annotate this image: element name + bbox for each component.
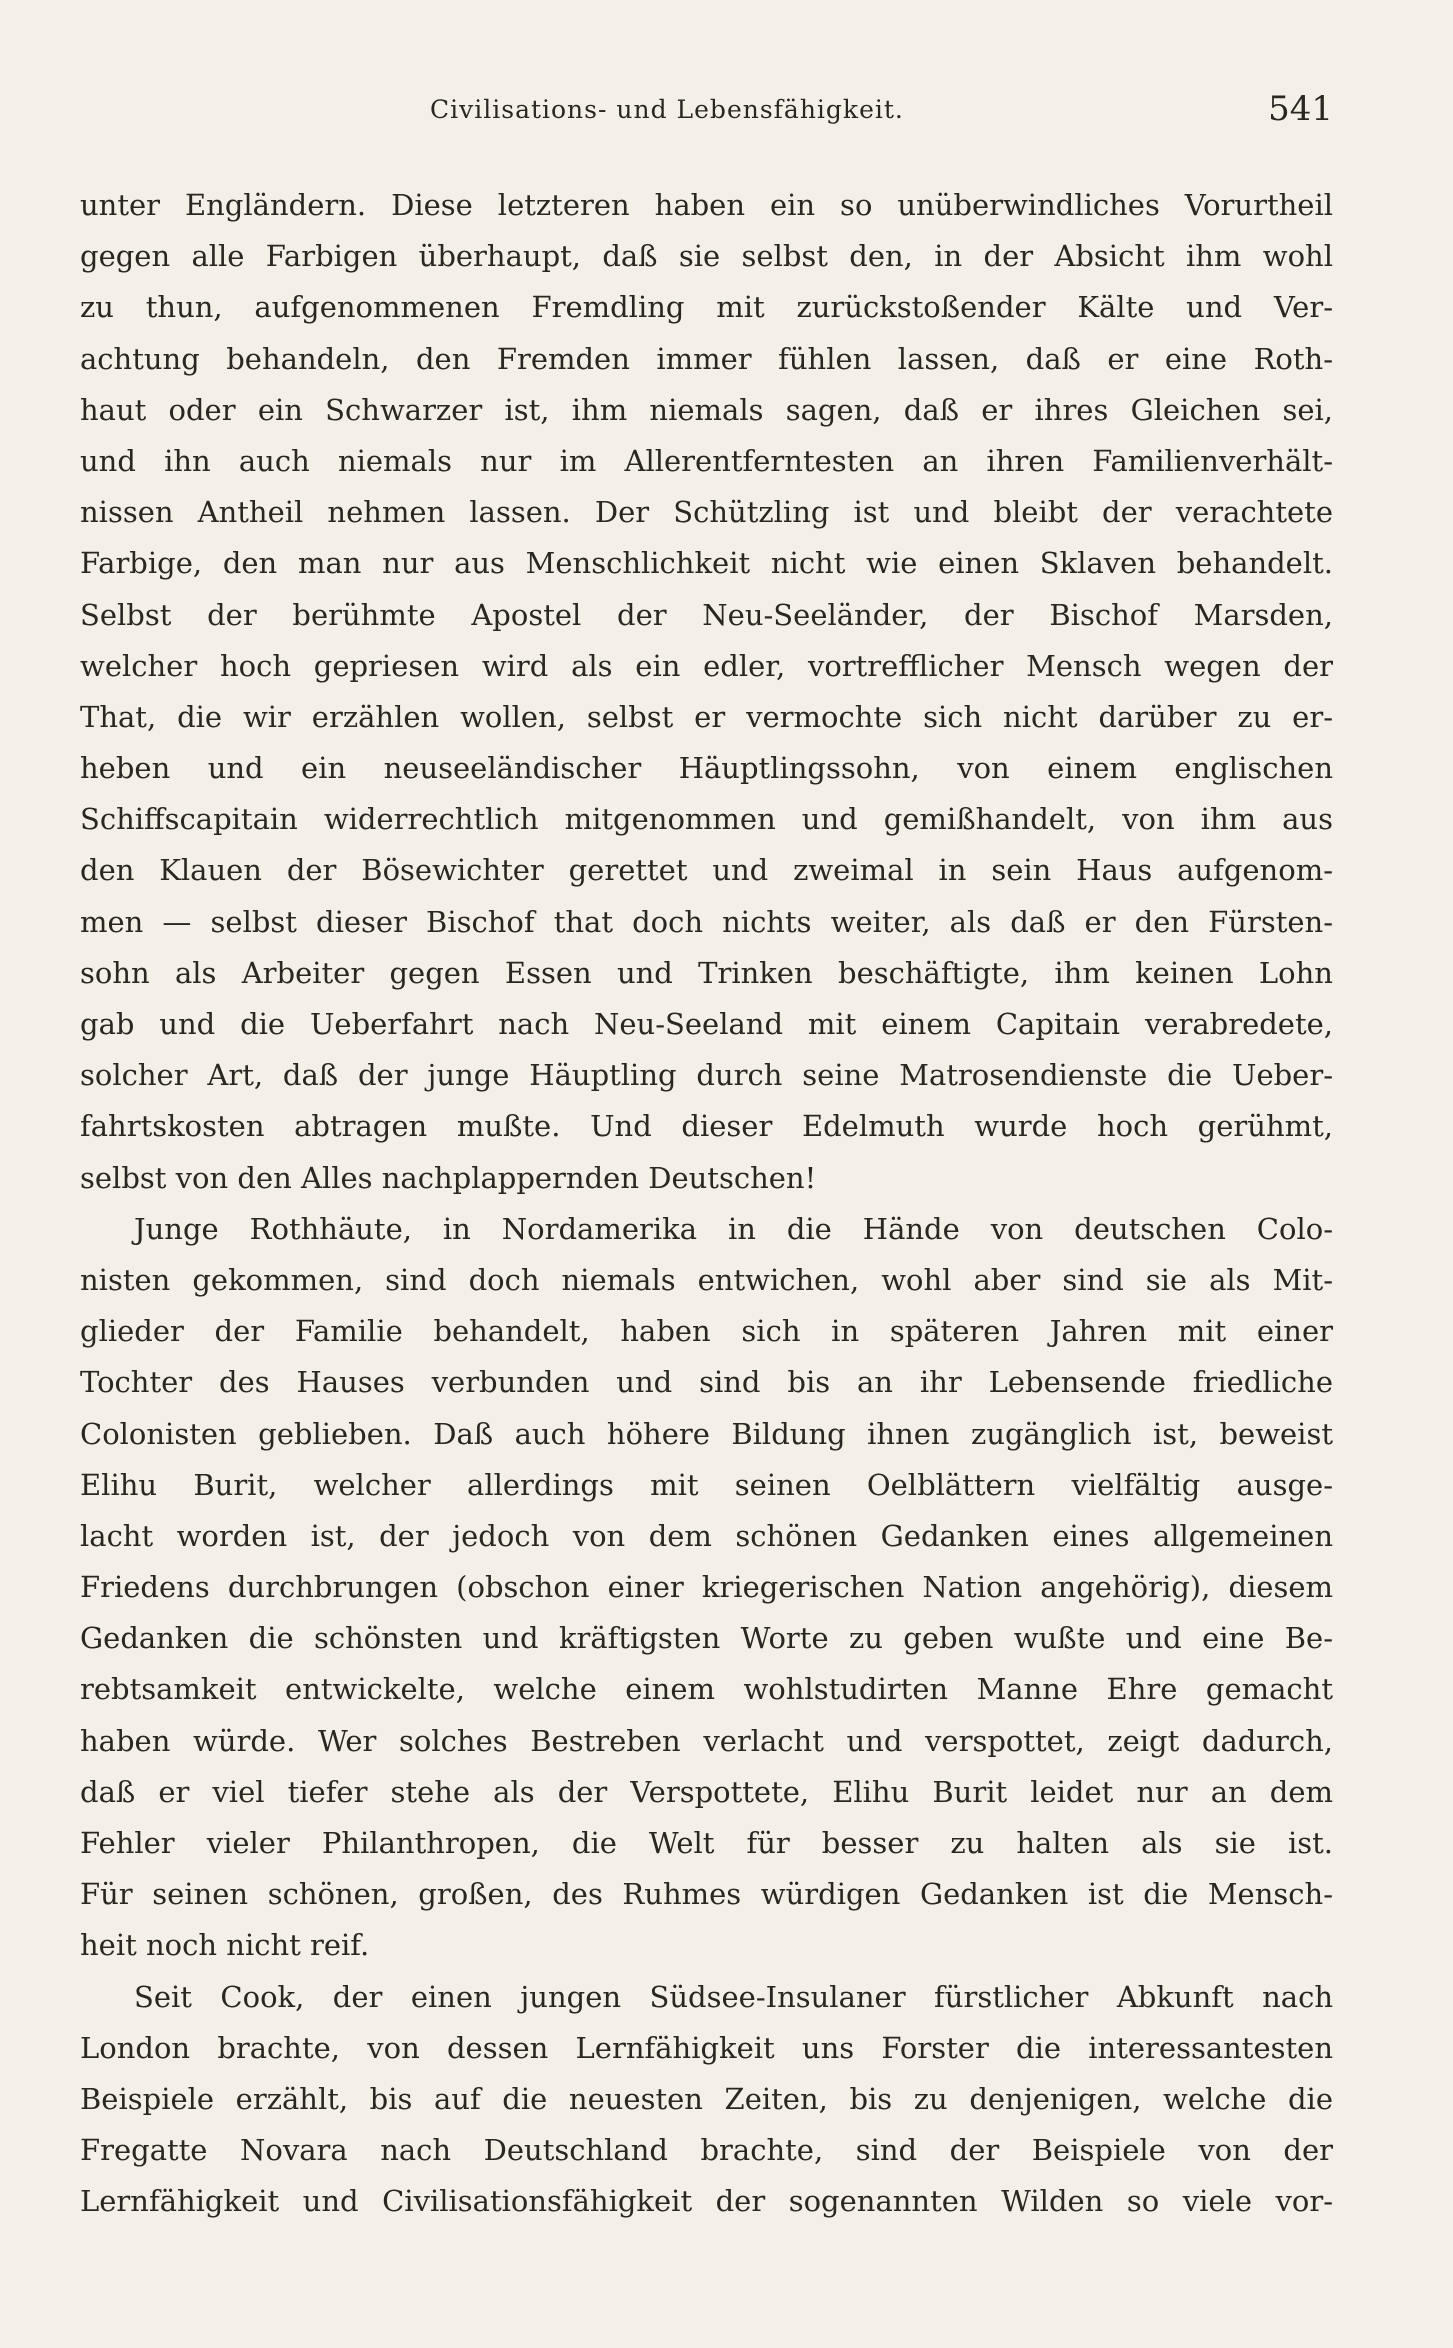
paragraph-3 <box>80 1972 1333 2228</box>
text-line: fahrtskosten abtragen mußte. Und dieser Edelmuth wurde hoch gerühmt, <box>80 1109 1333 1144</box>
page-number: 541 <box>1268 89 1333 129</box>
text-line: Colonisten geblieben. Daß auch höhere Bildung ihnen zugänglich ist, beweist <box>80 1416 1333 1451</box>
text-line: den Klauen der Bösewichter gerettet und zweimal in sein Haus aufgenom- <box>80 853 1333 888</box>
text-line: haut oder ein Schwarzer ist, ihm niemals sagen, daß er ihres Gleichen sei, <box>80 392 1333 427</box>
text-line: nisten gekommen, sind doch niemals entwichen, wohl aber sind sie als Mit- <box>80 1262 1333 1297</box>
text-line: Tochter des Hauses verbunden und sind bis an ihr Lebensende friedliche <box>80 1365 1333 1400</box>
text-line: gegen alle Farbigen überhaupt, daß sie selbst den, in der Absicht ihm wohl <box>80 239 1333 274</box>
text-line: men — selbst dieser Bischof that doch nichts weiter, als daß er den Fürsten- <box>80 904 1333 939</box>
text-line: Seit Cook, der einen jungen Südsee-Insulaner fürstlicher Abkunft nach <box>134 1979 1333 2014</box>
text-line: solcher Art, daß der junge Häuptling durch seine Matrosendienste die Ueber- <box>80 1058 1333 1093</box>
text-line: London brachte, von dessen Lernfähigkeit uns Forster die interessantesten <box>80 2030 1333 2065</box>
text-line: selbst von den Alles nachplappernden Deutschen! <box>80 1160 817 1195</box>
running-title: Civilisations- und Lebensfähigkeit. <box>430 95 904 124</box>
text-line: Fehler vieler Philanthropen, die Welt für besser zu halten als sie ist. <box>80 1826 1333 1860</box>
text-line: Fregatte Novara nach Deutschland brachte, sind der Beispiele von der <box>80 2133 1333 2168</box>
text-line: rebtsamkeit entwickelte, welche einem wohlstudirten Manne Ehre gemacht <box>80 1672 1333 1707</box>
text-line: Selbst der berühmte Apostel der Neu-Seeländer, der Bischof Marsden, <box>80 597 1333 632</box>
text-line: welcher hoch gepriesen wird als ein edler, vortrefflicher Mensch wegen der <box>80 648 1333 683</box>
text-line: Für seinen schönen, großen, des Ruhmes würdigen Gedanken ist die Mensch- <box>80 1877 1333 1912</box>
text-line: Gedanken die schönsten und kräftigsten Worte zu geben wußte und eine Be- <box>80 1621 1333 1656</box>
body-text <box>80 180 1333 2228</box>
paragraph-1 <box>80 180 1333 1204</box>
text-line: nissen Antheil nehmen lassen. Der Schützling ist und bleibt der verachtete <box>80 495 1333 530</box>
text-line: Farbige, den man nur aus Menschlichkeit nicht wie einen Sklaven behandelt. <box>80 546 1333 581</box>
text-line: lacht worden ist, der jedoch von dem schönen Gedanken eines allgemeinen <box>80 1518 1333 1553</box>
text-line: Lernfähigkeit und Civilisationsfähigkeit der sogenannten Wilden so viele vor- <box>80 2184 1333 2219</box>
text-line: Elihu Burit, welcher allerdings mit seinen Oelblättern vielfältig ausge- <box>80 1467 1333 1502</box>
text-line: sohn als Arbeiter gegen Essen und Trinken beschäftigte, ihm keinen Lohn <box>80 955 1333 990</box>
text-line: daß er viel tiefer stehe als der Verspottete, Elihu Burit leidet nur an dem <box>80 1774 1333 1809</box>
text-line: heit noch nicht reif. <box>80 1928 370 1963</box>
text-line: achtung behandeln, den Fremden immer fühlen lassen, daß er eine Roth- <box>80 341 1333 376</box>
page-header <box>80 89 1333 135</box>
text-line: Friedens durchbrungen (obschon einer kriegerischen Nation angehörig), diesem <box>80 1570 1333 1605</box>
text-line: und ihn auch niemals nur im Allerentferntesten an ihren Familienverhält- <box>80 443 1333 478</box>
text-line: unter Engländern. Diese letzteren haben ein so unüberwindliches Vorurtheil <box>80 188 1333 222</box>
paragraph-2 <box>80 1204 1333 1972</box>
text-line: heben und ein neuseeländischer Häuptlingssohn, von einem englischen <box>80 751 1333 786</box>
text-line: haben würde. Wer solches Bestreben verlacht und verspottet, zeigt dadurch, <box>80 1723 1333 1758</box>
text-line: glieder der Familie behandelt, haben sich in späteren Jahren mit einer <box>80 1314 1333 1349</box>
text-line: gab und die Ueberfahrt nach Neu-Seeland mit einem Capitain verabredete, <box>80 1007 1333 1041</box>
text-line: Schiffscapitain widerrechtlich mitgenommen und gemißhandelt, von ihm aus <box>80 802 1333 837</box>
text-line: Junge Rothhäute, in Nordamerika in die Hände von deutschen Colo- <box>134 1211 1333 1246</box>
text-line: zu thun, aufgenommenen Fremdling mit zurückstoßender Kälte und Ver- <box>80 290 1333 325</box>
text-line: Beispiele erzählt, bis auf die neuesten Zeiten, bis zu denjenigen, welche die <box>80 2081 1333 2116</box>
text-line: That, die wir erzählen wollen, selbst er vermochte sich nicht darüber zu er- <box>80 699 1333 734</box>
